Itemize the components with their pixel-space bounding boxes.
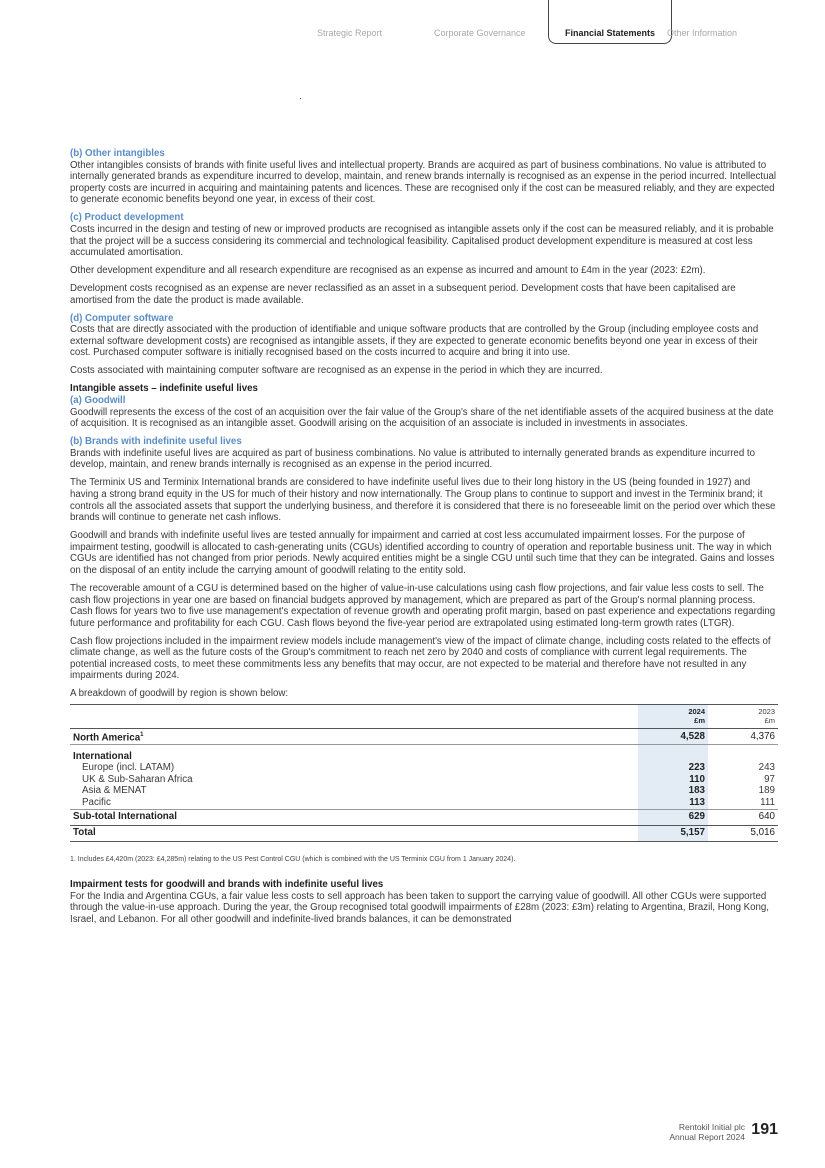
paragraph: For the India and Argentina CGUs, a fair value less costs to sell approach has been taken to support the carrying value of goodwill. All other CGUs were supported through the value-in-use approach. During the year, the Group recognised total goodwill impairments of £28m (2023: £3m) relating to Argentina, Brazil, Hong Kong, Israel, and Lebanon. For all other goodwill and indefinite-lived brands balances, it can be demonstrated (70, 890, 769, 925)
goodwill-table (70, 704, 778, 841)
footnote: 1. Includes £4,420m (2023: £4,285m) relating to the US Pest Control CGU (which is combined with the US Terminix CGU from 1 January 2024). (70, 855, 516, 863)
heading-indefinite-useful-lives: Intangible assets – indefinite useful lives (70, 383, 258, 395)
page-footer: Rentokil Initial plc Annual Report 2024 (669, 1122, 745, 1142)
page-number: 191 (751, 1121, 778, 1138)
table-row: Asia & MENAT 183 189 (82, 785, 775, 797)
paragraph: Costs associated with maintaining computer software are recognised as an expense in the period in which they are incurred. (70, 365, 603, 377)
paragraph: Costs incurred in the design and testing of new or improved products are recognised as intangible assets only if the cost can be measured reliably, and it is probable that the project will be a success considering its commercial and technological feasibility. Capitalised product development expenditure is measured at cost less accumulated amortisation. (70, 223, 774, 259)
paragraph: The recoverable amount of a CGU is determined based on the higher of value-in-use calculations using cash flow projections, and fair value less costs to sell. The cash flow projections in year one are based on financial budgets approved by management, which are prepared as part of the Group's normal planning process. Cash flows for years two to five use management's expectation of revenue growth and operating profit margin, based on past experience and expectations regarding future performance and profitability for each CGU. Cash flows beyond the five-year period are extrapolated using estimated long-term growth rates (LTGR). (70, 582, 776, 629)
tab-strategic-report[interactable]: Strategic Report (317, 28, 383, 38)
heading-impairment-tests: Impairment tests for goodwill and brands with indefinite useful lives (70, 879, 384, 891)
heading-computer-software: (d) Computer software (70, 312, 174, 324)
table-row: UK & Sub-Saharan Africa 110 97 (82, 773, 775, 785)
tab-financial-statements[interactable]: Financial Statements (548, 0, 672, 44)
paragraph: Goodwill and brands with indefinite useful lives are tested annually for impairment and carried at cost less accumulated impairment losses. For the purpose of impairment testing, goodwill is allocated to cash-generating units (CGUs) identified according to country of operation and reportable business unit. The way in which CGUs are identified has not changed from prior periods. Newly acquired entities might be a single CGU until such time that they can be integrated. Gains and losses on the disposal of an entity include the carrying amount of goodwill relating to the entity sold. (70, 530, 775, 576)
section-nav (0, 0, 825, 48)
table-row: Sub-total International 629 640 (70, 809, 778, 825)
paragraph: Other development expenditure and all research expenditure are recognised as an expense as incurred and amount to £4m in the year (2023: £2m). (70, 265, 706, 277)
heading-brands-indefinite: (b) Brands with indefinite useful lives (70, 436, 242, 448)
main-content (70, 148, 778, 932)
paragraph: The Terminix US and Terminix International brands are considered to have indefinite useful lives due to their long history in the US (being founded in 1927) and having a strong brand equity in the US for much of their history and now internationally. The Group plans to continue to support and invest in the Terminix brand; it controls all the associated assets that support the underlying business, and therefore it is considered that there is no foreseeable limit on the period over which these brands will continue to generate net cash inflows. (70, 477, 776, 524)
paragraph: Goodwill represents the excess of the cost of an acquisition over the fair value of the Group's share of the net identifiable assets of the acquired business at the date of acquisition. It is recognised as an intangible asset. Goodwill arising on the acquisition of an associate is included in investments in associates. (70, 406, 774, 430)
paragraph: Development costs recognised as an expense are never reclassified as an asset in a subsequent period. Development costs that have been capitalised are amortised from the date the product is made available. (70, 283, 736, 306)
paragraph: A breakdown of goodwill by region is shown below: (70, 688, 289, 700)
heading-other-intangibles: (b) Other intangibles (70, 148, 165, 159)
heading-goodwill: (a) Goodwill (70, 395, 126, 407)
stray-dot (300, 98, 301, 99)
tab-corporate-governance[interactable]: Corporate Governance (434, 28, 526, 38)
paragraph: Cash flow projections included in the impairment review models include management's view of the impact of climate change, including costs related to the effects of climate change, as well as the future costs of the Group's commitment to reach net zero by 2040 and costs of compliance with current legal requirements. The potential increased costs, to meet these commitments less any benefits that may occur, are not expected to be material and therefore have not resulted in any impairments during 2024. (70, 635, 771, 682)
tab-other-information[interactable]: Other Information (667, 28, 738, 38)
table-row: Europe (incl. LATAM) 223 243 (82, 762, 775, 774)
paragraph: Costs that are directly associated with the production of identifiable and unique software products that are controlled by the Group (including employee costs and external software development costs) are recognised as intangible assets, if they are expected to generate economic benefits beyond one year in excess of their cost. Purchased computer software is initially recognised based on the costs incurred to acquire and bring it into use. (70, 324, 759, 359)
header-2024: 2024 £m (638, 705, 708, 729)
paragraph: Other intangibles consists of brands with finite useful lives and intellectual property. Brands are acquired as part of business combinations. No value is attributed to internally generated brands as expenditure incurred to develop, maintain, and renew brands internally is recognised as an expense in the period incurred. Intellectual property costs are incurred in acquiring and maintaining patents and licences. These are recognised only if the cost can be measured reliably, and they are expected to generate economic benefits beyond one year, in excess of their cost. (70, 159, 777, 206)
table-row: International (70, 751, 778, 763)
header-2023: 2023 £m (708, 705, 778, 729)
heading-product-development: (c) Product development (70, 212, 184, 224)
table-row-total: Total 5,157 5,016 (70, 825, 778, 841)
table-row: North America$^1$ 4,528 4,376 (70, 729, 778, 745)
table-header-row (70, 705, 778, 729)
table-row: Pacific 113 111 (70, 797, 778, 809)
paragraph: Brands with indefinite useful lives are acquired as part of business combinations. No value is attributed to internally generated brands as expenditure incurred to develop, maintain, and renew brands internally is recognised as an expense in the period incurred. (70, 447, 755, 471)
